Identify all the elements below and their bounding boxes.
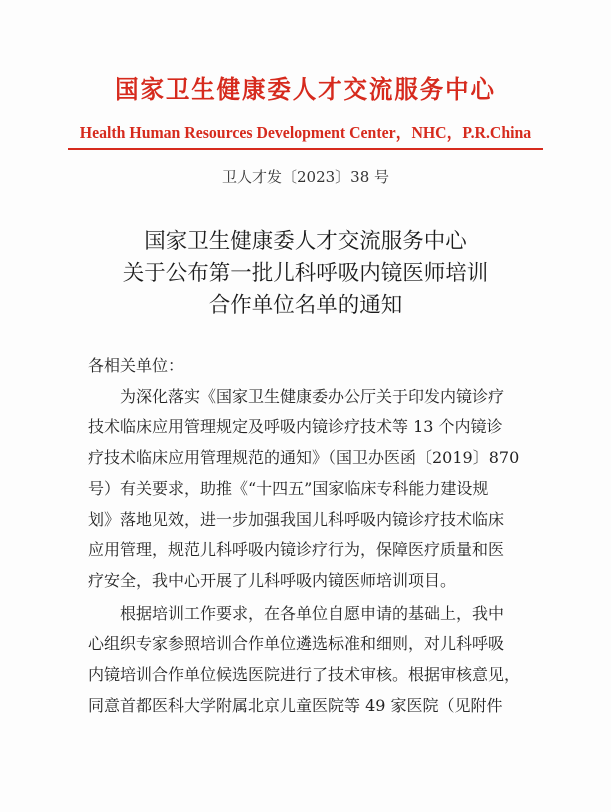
letterhead-red-rule — [68, 148, 543, 150]
paragraph-line: 应用管理，规范儿科呼吸内镜诊疗行为，保障医疗质量和医 — [88, 540, 505, 560]
paragraph-line: 划》落地见效，进一步加强我国儿科呼吸内镜诊疗技术临床 — [88, 509, 505, 529]
salutation: 各相关单位： — [88, 356, 185, 375]
paragraph-line: 技术临床应用管理规定及呼吸内镜诊疗技术等 13 个内镜诊 — [88, 417, 503, 437]
paragraph-line: 内镜培训合作单位候选医院进行了技术审核。根据审核意见， — [88, 665, 521, 685]
paragraph-line: 为深化落实《国家卫生健康委办公厅关于印发内镜诊疗 — [120, 386, 505, 406]
paragraph-line: 号）有关要求，助推《“十四五”国家临床专科能力建设规 — [88, 478, 489, 498]
paragraph-line: 心组织专家参照培训合作单位遴选标准和细则，对儿科呼吸 — [88, 634, 505, 654]
letterhead-org-name-cn: 国家卫生健康委人才交流服务中心 — [115, 75, 496, 104]
paragraph-2 — [88, 599, 540, 722]
paragraph-line: 同意首都医科大学附属北京儿童医院等 49 家医院（见附件 — [88, 695, 503, 715]
document-body — [88, 351, 540, 721]
letterhead-org-name-en: Health Human Resources Development Center，NHC，P.R.China — [79, 123, 532, 142]
paragraph-1 — [88, 382, 540, 597]
paragraph-line: 疗技术临床应用管理规范的通知》（国卫办医函〔2019〕870 — [88, 448, 520, 468]
paragraph-line: 根据培训工作要求，在各单位自愿申请的基础上，我中 — [120, 603, 505, 623]
title-line: 关于公布第一批儿科呼吸内镜医师培训 — [122, 261, 489, 286]
document-title — [0, 226, 611, 322]
title-line: 合作单位名单的通知 — [208, 293, 403, 318]
title-line: 国家卫生健康委人才交流服务中心 — [144, 229, 467, 254]
document-number: 卫人才发〔2023〕38 号 — [221, 168, 390, 186]
paragraph-line: 疗安全，我中心开展了儿科呼吸内镜医师培训项目。 — [88, 570, 457, 590]
